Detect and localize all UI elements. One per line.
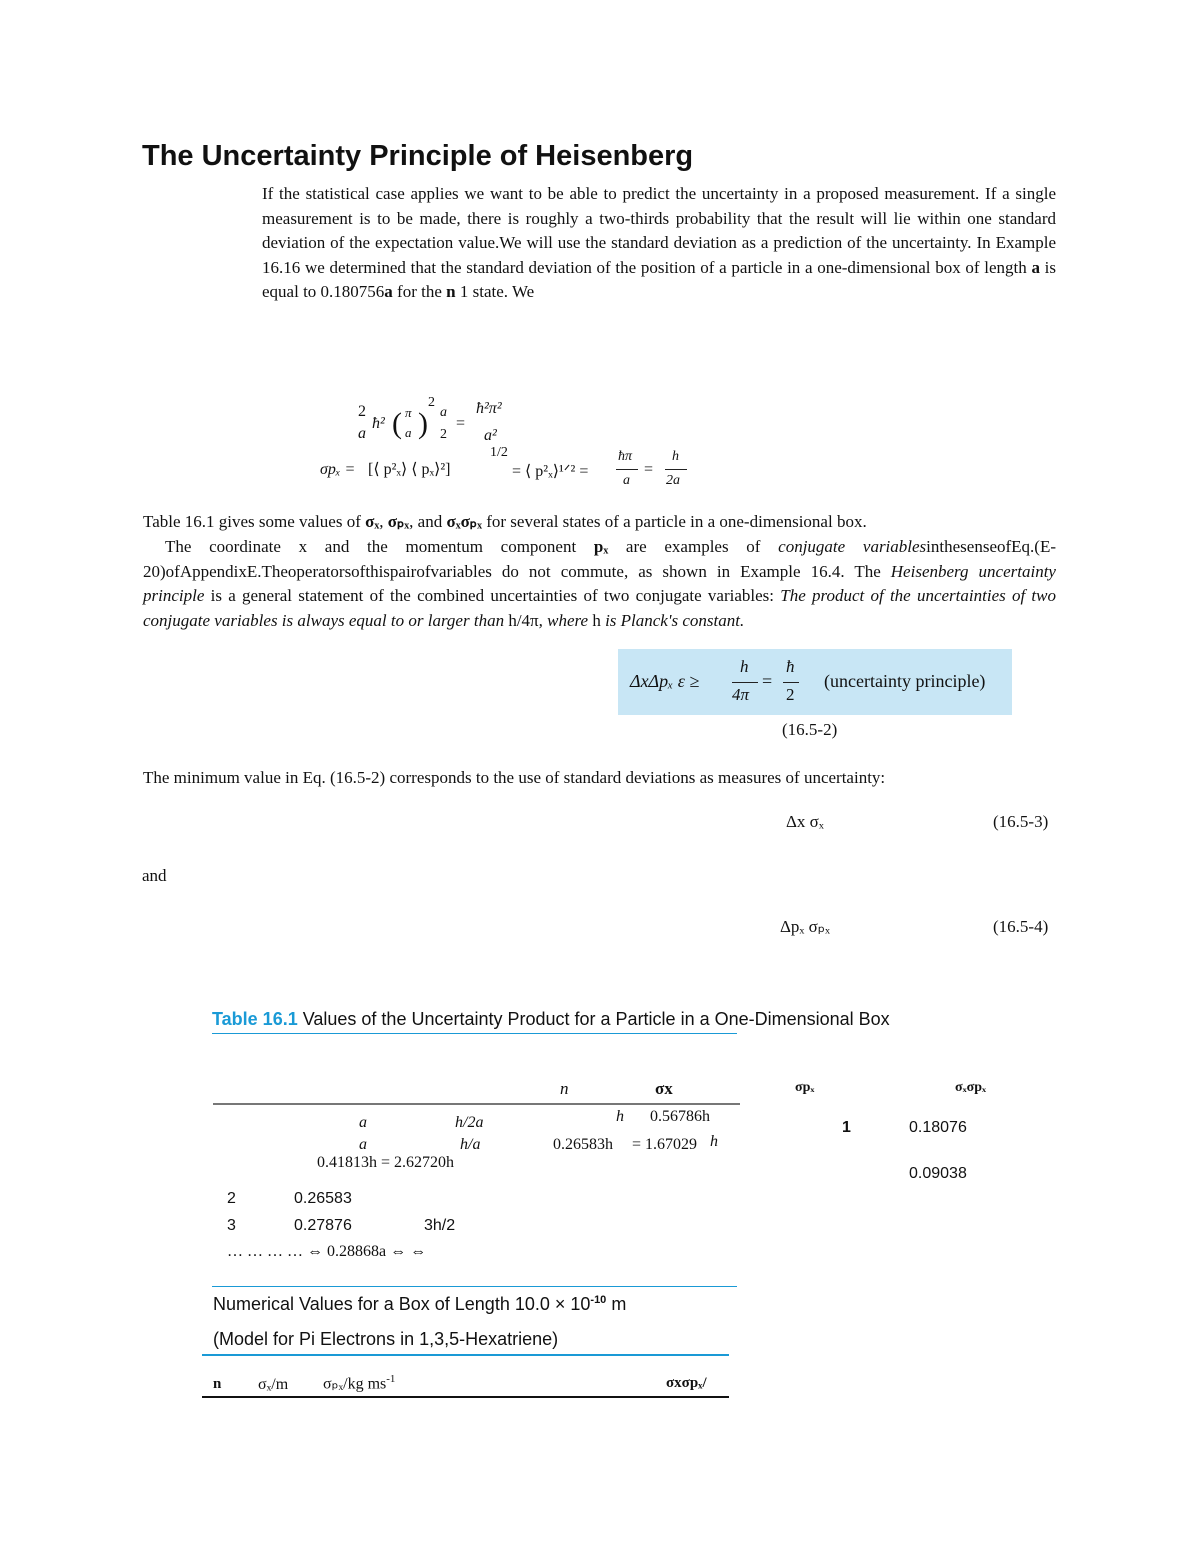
numerical-header-n: n — [213, 1376, 222, 1392]
momentum-equation: 2 a ħ² ( π a ) 2 a 2 = ħ²π² a² σpₓ = [⟨ p²ₓ⟩ ⟨ pₓ⟩²] 1/2 = ⟨ p²ₓ⟩¹ᐟ² = ħπ a = h 2a — [300, 395, 700, 495]
numerical-header-sigma-p: σₚₓ/kg $ms^{-1}$ — [323, 1373, 396, 1393]
caption-underline — [212, 1033, 737, 1034]
equation-number-16-5-2: (16.5-2) — [782, 720, 838, 739]
numerical-header-product: σxσpₓ/ — [666, 1375, 707, 1391]
numerical-header-sigma-x: σₓ/m — [258, 1376, 289, 1393]
numerical-header-rule-top — [202, 1354, 729, 1356]
equation-16-5-3: Δx σₓ — [786, 812, 824, 831]
header-n: n — [560, 1079, 569, 1098]
table-reference-paragraph: Table 16.1 gives some values of σₓ, σₚₓ, and σₓσₚₓ for several states of a particle in a one-dimensional box. — [143, 512, 867, 531]
minimum-value-paragraph: The minimum value in Eq. (16.5-2) corresponds to the use of standard deviations as measures of uncertainty: — [143, 768, 886, 787]
conjugate-variables-paragraph: The coordinate x and the momentum component pₓ are examples of conjugate variablesinthesenseofEq.(E-20)ofAppendixE.Theoperatorsofthispairofvariables do not commute, as shown in Example 16.4. The Heisenberg uncertainty principle is a general statement of the combined uncertainties of two conjugate variables: The product of the uncertainties of two conjugate variables is always equal to or larger than h/4π, where h is Planck's constant. — [143, 537, 1056, 630]
header-sigma-x: σx — [655, 1079, 673, 1098]
equation-number-16-5-4: (16.5-4) — [993, 917, 1049, 936]
row3-sigma-p: 3h/2 — [424, 1217, 456, 1234]
row2-n: 2 — [227, 1190, 236, 1207]
equation-16-5-4: Δpₓ σₚₓ — [780, 917, 830, 936]
header-sigma-p: σpₓ — [795, 1080, 815, 1095]
page-title: The Uncertainty Principle of Heisenberg — [142, 140, 694, 172]
numerical-section-rule — [212, 1286, 737, 1287]
and-text: and — [142, 866, 167, 885]
numerical-values-subtitle: (Model for Pi Electrons in 1,3,5-Hexatriene) — [213, 1329, 559, 1349]
row2-sigma-x: 0.26583 — [294, 1190, 352, 1207]
intro-paragraph: If the statistical case applies we want to be able to predict the uncertainty in a proposed measurement. If a single measurement is to be made, there is roughly a two-thirds probability that the result will lie within one standard deviation of the expectation value.We will use the standard deviation as a prediction of the uncertainty. In Example 16.16 we determined that the standard deviation of the position of a particle in a one-dimensional box of length a is equal to 0.180756a for the n 1 state. We — [262, 184, 1057, 301]
row3-n: 3 — [227, 1217, 236, 1234]
row1-sigma-x-2: 0.09038 — [909, 1165, 967, 1182]
row1-sigma-x: 0.18076 — [909, 1119, 967, 1136]
table-caption: Table 16.1 Values of the Uncertainty Product for a Particle in a One-Dimensional Box — [212, 1009, 890, 1029]
table-header-rule — [213, 1103, 740, 1105]
uncertainty-principle-box: ΔxΔpₓ ε ≥ h 4π = ħ 2 (uncertainty principle) — [618, 649, 1012, 715]
numerical-header-rule-bottom — [202, 1396, 729, 1398]
numerical-values-title: Numerical Values for a Box of Length $10.0 \times 10^{-10}$ m — [213, 1294, 627, 1314]
row-limit: … … … … ⇔ 0.28868a ⇔ ⇔ — [227, 1243, 427, 1260]
header-sigma-product: σₓσpₓ — [955, 1080, 987, 1095]
equation-number-16-5-3: (16.5-3) — [993, 812, 1049, 831]
row3-sigma-x: 0.27876 — [294, 1217, 352, 1234]
row1-n: 1 — [842, 1119, 851, 1136]
